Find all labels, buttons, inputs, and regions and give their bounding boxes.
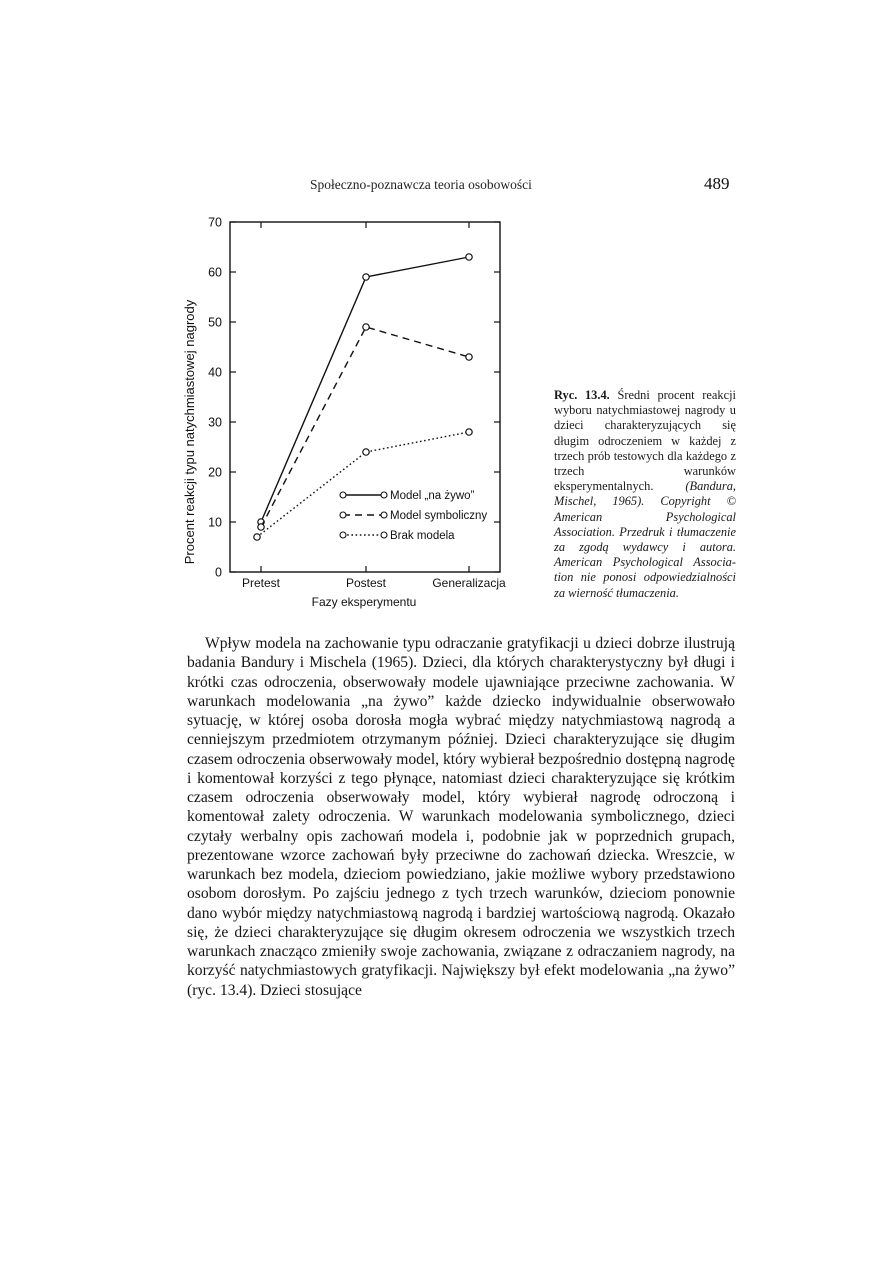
body-paragraph: Wpływ modela na zachowanie typu odraczanie gratyfikacji u dzieci dobrze ilustrują badania Bandury i Mischela (1965). Dzieci, dla których charakterystyczny był długi i krótki czas odroczenia, obserwowały modele ujawniające przeciwne zachowania. W warunkach modelowania „na żywo” każde dziecko indywidualnie obserwowało sytuację, w której osoba dorosła mogła wybrać między natychmiastową nagrodą a cenniejszym przedmiotem otrzymanym później. Dzieci charakteryzujące się długim czasem odroczenia obserwowały model, który wybierał bezpośrednio dostępną nagrodę i komentował korzyści z tego płynące, natomiast dzieci charakteryzujące się krótkim czasem odroczenia obserwowały model, który wybierał nagrodę odroczoną i komentował zalety odroczenia. W warunkach modelowania symbolicznego, dzieci czytały werbalny opis zachowań modela i, podobnie jak w poprzednich grupach, prezentowane wzorce zachowań były przeciwne do zachowań dziecka. Wreszcie, w warunkach bez modela, dzieciom powiedziano, jakie możliwe wybory przedstawiono osobom dorosłym. Po zajściu jednego z tych trzech warunków, dzieciom ponownie dano wybór między natychmiastową nagrodą i bardziej wartościową nagrodą. Okazało się, że dzieci charakteryzujące się długim okresem odroczenia we wszystkich trzech warunkach znacząco zmieniły swoje zachowania, związane z odraczaniem nagrody, na korzyść natychmiastowych gratyfikacji. Największy był efekt modelowania „na żywo” (ryc. 13.4). Dzieci stosujące [187, 635, 735, 999]
y-tick-label: 0 [215, 565, 222, 580]
y-tick-label: 40 [208, 365, 222, 380]
legend-label: Model „na żywo” [390, 490, 475, 502]
y-tick-label: 10 [208, 515, 222, 530]
legend-marker [340, 512, 346, 518]
series-live-model-point [466, 254, 472, 260]
y-tick-label: 50 [208, 315, 222, 330]
y-tick-label: 70 [208, 215, 222, 230]
legend-marker [381, 492, 387, 498]
caption-label: Ryc. 13.4. [554, 388, 610, 402]
y-tick-label: 30 [208, 415, 222, 430]
y-axis-label: Procent reakcji typu natychmiastowej nagrody [182, 299, 197, 565]
series-live-model-point [363, 274, 369, 280]
series-symbolic-model-point [466, 354, 472, 360]
legend-label: Model symboliczny [390, 510, 488, 522]
legend-marker [381, 532, 387, 538]
figure-caption [554, 388, 736, 601]
series-no-model-point [254, 534, 260, 540]
series-no-model-point [466, 429, 472, 435]
legend-marker [381, 512, 387, 518]
caption-source: (Bandura, Mischel, 1965). Copyright © American Psychological Association. Przedruk i tłumaczenie za zgodą wydawcy i autora. American Psychological Association nie ponosi odpowiedzialności za wierność tłumaczenia. [554, 479, 736, 600]
x-tick-label: Postest [345, 576, 387, 590]
y-tick-label: 20 [208, 465, 222, 480]
page-number: 489 [704, 174, 730, 193]
legend-marker [340, 532, 346, 538]
series-symbolic-model-point [258, 524, 264, 530]
running-header: Społeczno-poznawcza teoria osobowości [310, 177, 532, 192]
x-axis-label: Fazy eksperymentu [311, 595, 417, 609]
plot-area [208, 216, 506, 591]
legend-label: Brak modela [390, 530, 455, 542]
series-symbolic-model-point [363, 324, 369, 330]
figure-chart [178, 208, 518, 618]
x-tick-label: Generalizacja [432, 576, 506, 590]
legend-marker [340, 492, 346, 498]
series-live-model-line [261, 257, 469, 522]
series-no-model-point [363, 449, 369, 455]
y-tick-label: 60 [208, 265, 222, 280]
caption-text: Średni procent reakcji wyboru natychmiastowej nagrody u dzieci charakteryzujących się długim odroczeniem w każdej z trzech prób testowych dla każdego z trzech warunków eksperymentalnych. [554, 388, 736, 494]
x-tick-label: Pretest [241, 576, 281, 590]
